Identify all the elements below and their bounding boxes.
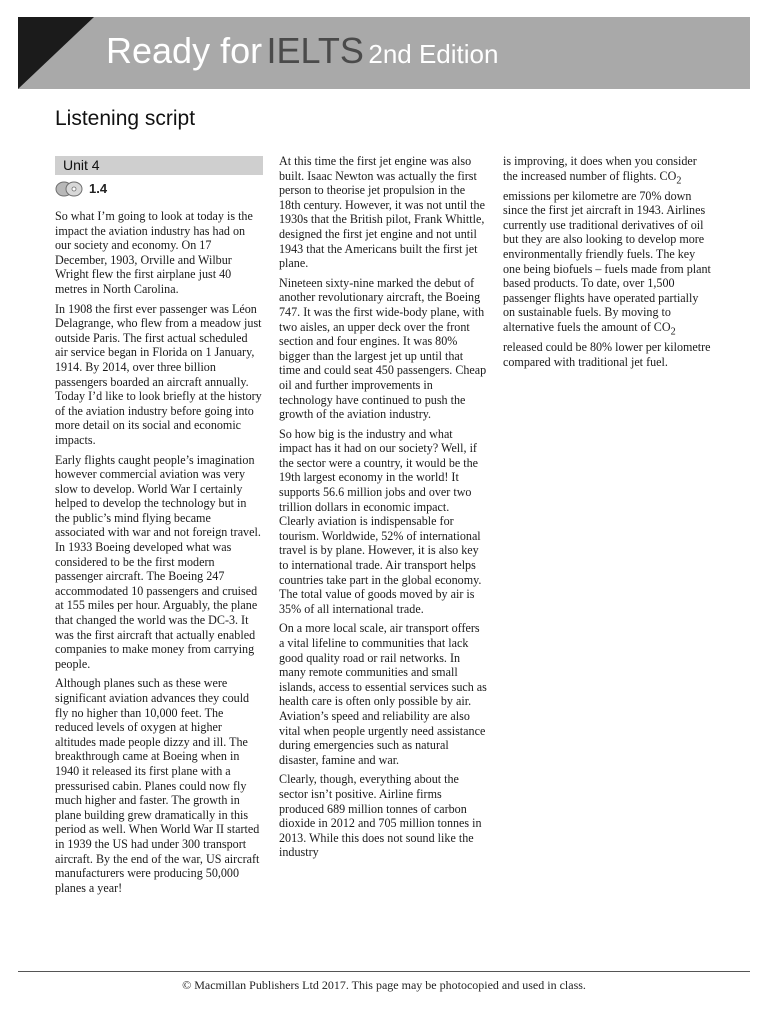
paragraph: So what I’m going to look at today is the impact the aviation industry has had on our society and economy. On 17 December, 1903, Orville and Wilbur Wright flew the first airplane just 40 metres in North Carolina. [55,209,253,296]
paragraph: At this time the first jet engine was also built. Isaac Newton was actually the first person to theorise jet propulsion in the 18th century. However, it was not until the 1930s that the British pilot, Frank Whittle, designed the first jet engine and not until 1943 that the Americans built the first jet plane. [279,154,485,271]
footer-divider [18,971,750,972]
text-run: is improving, it does when you consider the increased number of flights. CO [503,154,697,183]
title-ielts: IELTS [266,30,364,71]
book-title [106,30,499,71]
column-3 [503,154,711,374]
corner-triangle [18,17,94,89]
audio-cd-icon [55,181,83,197]
track-number: 1.4 [89,180,108,196]
title-edition: 2nd Edition [368,39,499,69]
text-run: emissions per kilometre are 70% down since the first jet aircraft in 1943. Airlines currently use traditional derivatives of oil but they are also looking to develop more environmentally friendly fuels. The key one being biofuels – fuels made from plant based products. To date, over 1,500 passenger flights have operated partially on sustainable fuels. By moving to alternative fuels the amount of CO [503,188,711,334]
paragraph: In 1908 the first ever passenger was Léon Delagrange, who flew from a meadow just outside Paris. The first actual scheduled air service began in Florida on 1 January, 1914. By 2014, over three billion passengers boarded an aircraft annually. Today I’d like to look briefly at the history of the aviation industry before going into more detail on its social and economic impacts. [55,301,262,447]
paragraph: Nineteen sixty-nine marked the debut of another revolutionary aircraft, the Boeing 747. It was the first wide-body plane, with two aisles, an upper deck over the front section and four engines. It was 80% bigger than the largest jet up until that time and could seat 450 passengers. Cheap oil and further improvements in technology have continued to push the growth of the aviation industry. [279,275,487,422]
header-banner [18,17,750,89]
paragraph: On a more local scale, air transport offers a vital lifeline to communities that lack good quality road or rail networks. In many remote communities and small islands, access to essential services such as health care is often only possible by air. Aviation’s speed and reliability are also vital when people urgently need assistance during emergencies such as natural disaster, famine and war. [279,621,487,767]
paragraph: So how big is the industry and what impact has it had on our society? Well, if the sector were a country, it would be the 19th largest economy in the world! It supports 56.6 million jobs and over two trillion dollars in economic impact. Clearly aviation is indispensable for tourism. Worldwide, 52% of international travel is by plane. However, it is also key to international trade. Air transport helps countries take part in the global economy. The total value of goods moved by air is 35% of all international trade. [279,426,482,616]
paragraph [503,154,711,369]
copyright-footer: © Macmillan Publishers Ltd 2017. This page may be photocopied and used in class. [182,978,586,992]
column-1 [55,154,263,900]
audio-track [55,181,263,197]
page-title: Listening script [55,107,196,130]
title-ready-for: Ready for [106,30,263,71]
unit-heading: Unit 4 [55,156,263,175]
subscript: 2 [670,326,676,338]
column-2 [279,154,487,865]
text-run: released could be 80% lower per kilometre compared with traditional jet fuel. [503,339,711,369]
subscript: 2 [676,175,682,186]
paragraph: Although planes such as these were significant aviation advances they could fly no higher than 10,000 feet. The reduced levels of oxygen at higher altitudes made people dizzy and ill. The breakthrough came at Boeing when in 1940 it released its first plane with a pressurised cabin. Planes could now fly much higher and faster. The growth in plane building grew dramatically in this period as well. When World War II started in 1939 the US had under 300 transport aircraft. By the end of the war, US aircraft manufacturers were producing 50,000 planes a year! [55,676,260,895]
paragraph: Early flights caught people’s imagination however commercial aviation was very slow to develop. World War I certainly helped to develop the technology but in the public’s mind flying became associated with war and not foreign travel. In 1933 Boeing developed what was considered to be the first modern passenger aircraft. The Boeing 247 accommodated 10 passengers and cruised at 155 miles per hour. Arguably, the plane that changed the world was the DC-3. It was the first aircraft that actually enabled companies to make money from carrying people. [55,452,261,671]
paragraph: Clearly, though, everything about the sector isn’t positive. Airline firms produced 689 million tonnes of carbon dioxide in 2012 and 705 million tonnes in 2013. While this does not sound like the industry [279,772,482,860]
